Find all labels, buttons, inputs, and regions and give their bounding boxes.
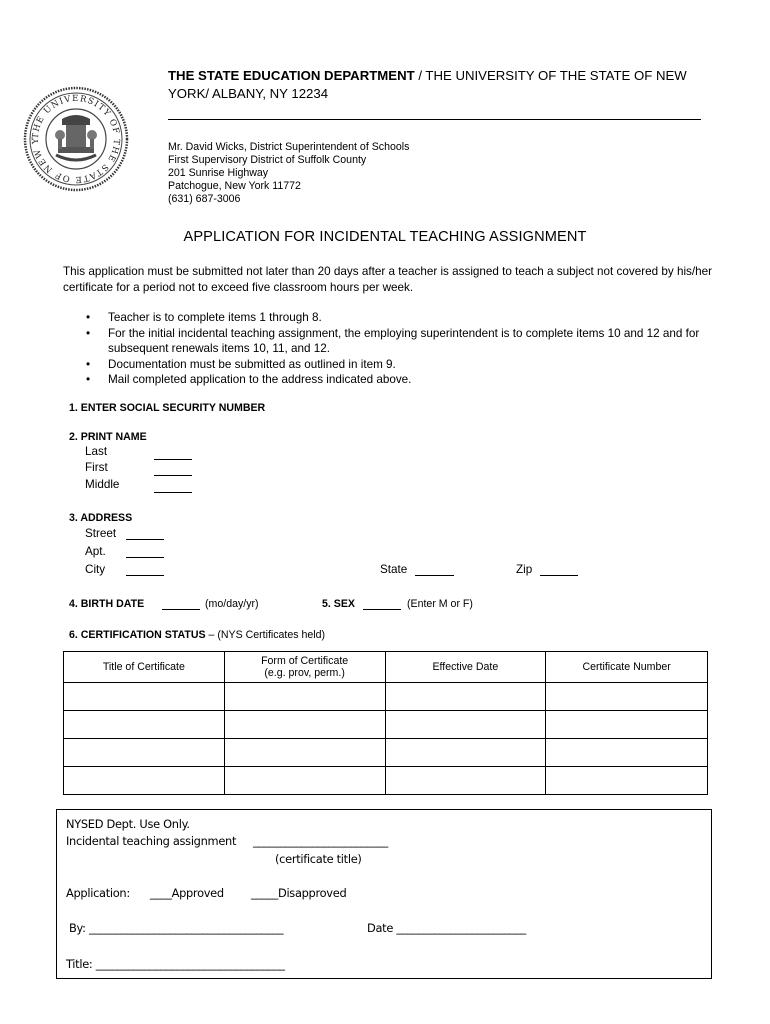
approved-field[interactable]: ____Approved (150, 886, 224, 900)
birth-date-field[interactable] (162, 598, 200, 610)
table-cell[interactable] (64, 767, 225, 795)
column-header: Certificate Number (546, 652, 708, 683)
table-cell[interactable] (546, 711, 708, 739)
column-header: Title of Certificate (64, 652, 225, 683)
instructions-list (83, 310, 713, 388)
ssn-label: 1. ENTER SOCIAL SECURITY NUMBER (69, 402, 266, 414)
instruction-item: • For the initial incidental teaching assignment, the employing superintendent is to complete items 10 and 12 and for subsequent renewals items 10, 11, and 12. (83, 326, 713, 357)
street-field[interactable] (126, 528, 164, 540)
address-line: (631) 687-3006 (168, 193, 241, 205)
street-label: Street (85, 527, 117, 540)
certificates-table (63, 651, 708, 795)
instruction-item: • Documentation must be submitted as outlined in item 9. (83, 357, 713, 373)
assignment-field[interactable]: _________________________ (253, 834, 388, 848)
zip-label: Zip (516, 563, 533, 576)
state-field[interactable] (415, 564, 454, 576)
table-cell[interactable] (546, 739, 708, 767)
disapproved-field[interactable]: _____Disapproved (251, 886, 347, 900)
certification-status-label (69, 629, 325, 641)
mailing-address (168, 141, 409, 206)
table-row (64, 767, 708, 795)
zip-field[interactable] (540, 564, 578, 576)
department-address: / THE UNIVERSITY OF THE STATE OF NEW YORK/ ALBANY, NY 12234 (168, 68, 687, 101)
name-label: 2. PRINT NAME (69, 431, 147, 443)
address-line: 201 Sunrise Highway (168, 167, 269, 179)
column-header (224, 652, 385, 683)
column-header-line: Form of Certificate (261, 654, 349, 667)
intro-paragraph: This application must be submitted not later than 20 days after a teacher is assigned to teach a subject not covered by his/her certificate for a period not to exceed five classroom hours per week. (63, 265, 713, 294)
column-header: Effective Date (385, 652, 546, 683)
sex-field[interactable] (363, 598, 401, 610)
table-cell[interactable] (385, 683, 546, 711)
first-name-label: First (85, 461, 108, 474)
city-field[interactable] (126, 564, 164, 576)
city-label: City (85, 563, 106, 576)
middle-name-label: Middle (85, 478, 120, 491)
table-row (64, 739, 708, 767)
address-label: 3. ADDRESS (69, 512, 133, 524)
first-name-field[interactable] (154, 464, 192, 476)
column-header-line: (e.g. prov, perm.) (264, 667, 345, 679)
table-cell[interactable] (64, 683, 225, 711)
table-cell[interactable] (224, 739, 385, 767)
title-field[interactable]: Title: ___________________________________ (66, 957, 285, 971)
apt-field[interactable] (126, 546, 164, 558)
last-name-label: Last (85, 445, 108, 458)
address-line: Mr. David Wicks, District Superintendent of Schools (168, 141, 410, 153)
table-cell[interactable] (385, 711, 546, 739)
table-cell[interactable] (224, 711, 385, 739)
table-cell[interactable] (385, 739, 546, 767)
certification-status-title: 6. CERTIFICATION STATUS (69, 629, 206, 641)
office-use-box (56, 809, 712, 979)
sex-hint: (Enter M or F) (407, 598, 473, 610)
state-label: State (380, 563, 408, 576)
certificate-title-hint: (certificate title) (275, 852, 362, 866)
table-cell[interactable] (385, 767, 546, 795)
sex-label: 5. SEX (322, 598, 355, 610)
middle-name-field[interactable] (154, 481, 192, 493)
instruction-item: • Teacher is to complete items 1 through 8. (83, 310, 713, 326)
assignment-label: Incidental teaching assignment (66, 834, 237, 848)
date-field[interactable]: Date ________________________ (367, 921, 526, 935)
table-cell[interactable] (64, 739, 225, 767)
table-cell[interactable] (64, 711, 225, 739)
table-row (64, 711, 708, 739)
office-use-heading: NYSED Dept. Use Only. (66, 817, 190, 831)
application-label: Application: (66, 886, 130, 900)
birth-date-label: 4. BIRTH DATE (69, 598, 145, 610)
header-divider (168, 119, 701, 120)
address-line: First Supervisory District of Suffolk County (168, 154, 367, 166)
certification-status-hint: – (NYS Certificates held) (205, 629, 326, 641)
department-name: THE STATE EDUCATION DEPARTMENT (168, 68, 415, 83)
last-name-field[interactable] (154, 448, 192, 460)
table-header-row (64, 652, 708, 683)
table-cell[interactable] (546, 767, 708, 795)
seal-text: THE UNIVERSITY OF THE STATE OF NEW Y (30, 93, 122, 185)
table-cell[interactable] (546, 683, 708, 711)
apt-label: Apt. (85, 545, 106, 558)
department-header (168, 67, 708, 103)
address-line: Patchogue, New York 11772 (168, 180, 301, 192)
table-row (64, 683, 708, 711)
by-field[interactable]: By: ____________________________________ (69, 921, 284, 935)
instruction-item: • Mail completed application to the address indicated above. (83, 372, 713, 388)
table-cell[interactable] (224, 767, 385, 795)
birth-date-hint: (mo/day/yr) (205, 598, 259, 610)
form-title: APPLICATION FOR INCIDENTAL TEACHING ASSIGNMENT (183, 229, 587, 245)
state-seal (22, 85, 130, 193)
table-cell[interactable] (224, 683, 385, 711)
